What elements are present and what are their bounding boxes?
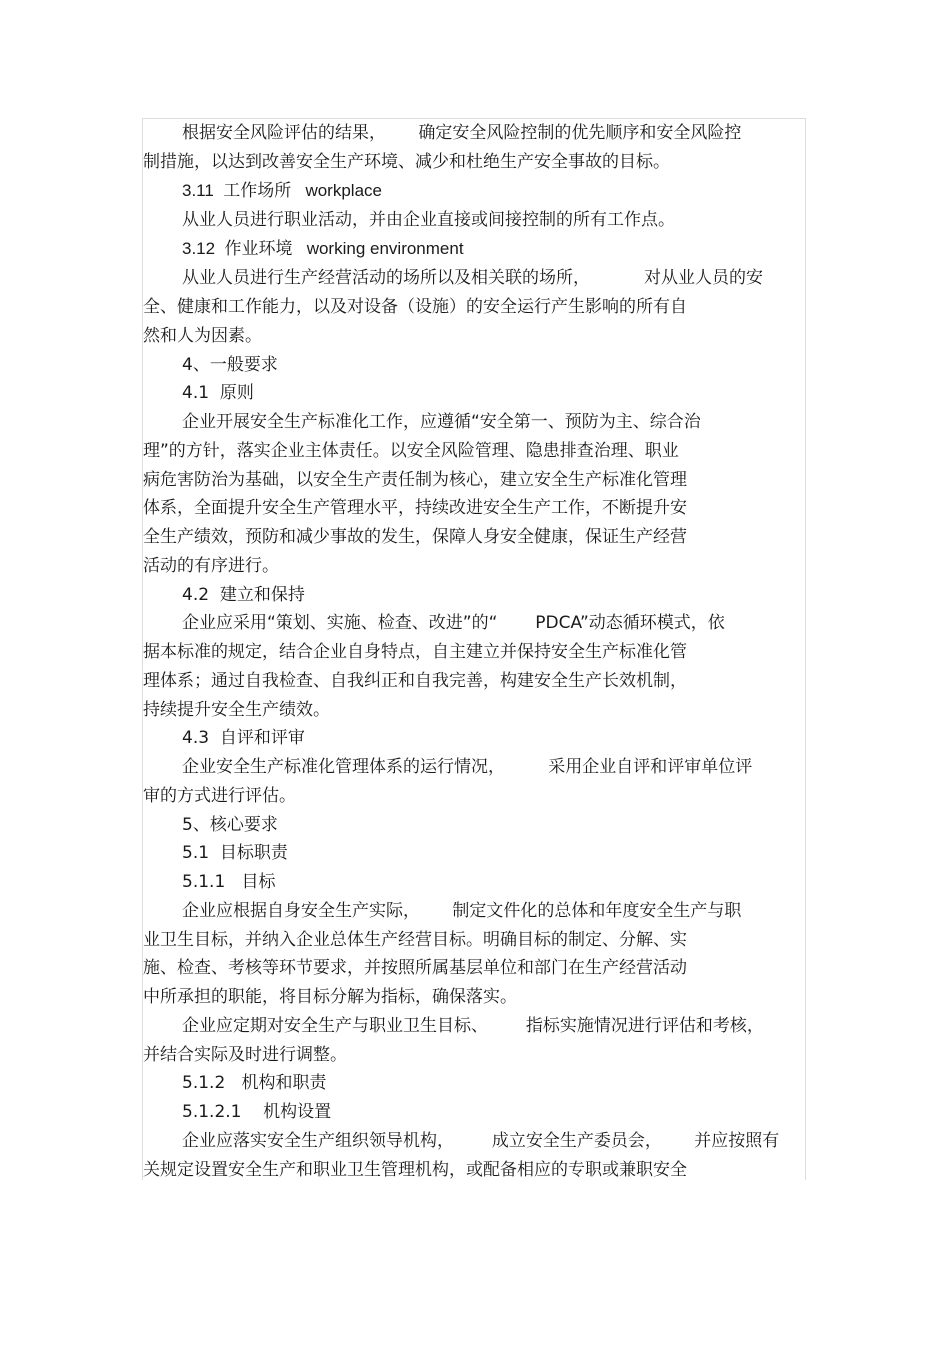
paragraph-line: 病危害防治为基础，以安全生产责任制为核心，建立安全生产标准化管理 (143, 470, 687, 490)
paragraph-line: 施、检查、考核等环节要求，并按照所属基层单位和部门在生产经营活动 (143, 958, 687, 978)
section-heading: 3.12 作业环境 working environment (182, 239, 464, 258)
paragraph-line: 企业应根据自身安全生产实际， 制定文件化的总体和年度安全生产与职 (182, 901, 742, 921)
paragraph-line: 业卫生目标，并纳入企业总体生产经营目标。明确目标的制定、分解、实 (143, 930, 687, 950)
section-heading: 5.1 目标职责 (182, 843, 288, 863)
section-heading: 4.3 自评和评审 (182, 728, 305, 748)
section-heading: 3.11 工作场所 workplace (182, 181, 382, 200)
section-heading: 5.1.1 目标 (182, 872, 276, 892)
paragraph-line: 并结合实际及时进行调整。 (143, 1045, 347, 1065)
paragraph-line: 从业人员进行生产经营活动的场所以及相关联的场所， 对从业人员的安 (182, 268, 764, 288)
paragraph-line: 理体系；通过自我检查、自我纠正和自我完善，构建安全生产长效机制， (143, 671, 687, 691)
section-heading: 4、一般要求 (182, 355, 278, 375)
paragraph-line: 然和人为因素。 (143, 326, 262, 346)
paragraph-line: 企业应采用“策划、实施、检查、改进”的“ PDCA”动态循环模式，依 (182, 613, 725, 633)
paragraph-line: 全、健康和工作能力，以及对设备（设施）的安全运行产生影响的所有自 (143, 297, 687, 317)
paragraph-line: 据本标准的规定，结合企业自身特点，自主建立并保持安全生产标准化管 (143, 642, 687, 662)
paragraph-line: 体系，全面提升安全生产管理水平，持续改进安全生产工作，不断提升安 (143, 498, 687, 518)
section-heading: 5、核心要求 (182, 815, 278, 835)
paragraph-line: 中所承担的职能，将目标分解为指标，确保落实。 (143, 987, 517, 1007)
paragraph-line: 企业应落实安全生产组织领导机构， 成立安全生产委员会， 并应按照有 (182, 1131, 780, 1151)
paragraph-line: 制措施，以达到改善安全生产环境、减少和杜绝生产安全事故的目标。 (143, 152, 670, 172)
paragraph-line: 关规定设置安全生产和职业卫生管理机构，或配备相应的专职或兼职安全 (143, 1160, 687, 1180)
paragraph-line: 理”的方针，落实企业主体责任。以安全风险管理、隐患排查治理、职业 (143, 441, 679, 461)
paragraph-line: 从业人员进行职业活动，并由企业直接或间接控制的所有工作点。 (182, 210, 675, 230)
paragraph-line: 全生产绩效，预防和减少事故的发生，保障人身安全健康，保证生产经营 (143, 527, 687, 547)
paragraph-line: 持续提升安全生产绩效。 (143, 700, 330, 720)
paragraph-line: 企业安全生产标准化管理体系的运行情况， 采用企业自评和评审单位评 (182, 757, 753, 777)
paragraph-line: 企业开展安全生产标准化工作，应遵循“安全第一、预防为主、综合治 (182, 412, 701, 432)
paragraph-line: 根据安全风险评估的结果， 确定安全风险控制的优先顺序和安全风险控 (182, 123, 742, 143)
section-heading: 4.2 建立和保持 (182, 585, 305, 605)
paragraph-line: 活动的有序进行。 (143, 556, 279, 576)
section-heading: 5.1.2.1 机构设置 (182, 1102, 332, 1122)
section-heading: 4.1 原则 (182, 383, 254, 403)
section-heading: 5.1.2 机构和职责 (182, 1073, 327, 1093)
paragraph-line: 企业应定期对安全生产与职业卫生目标、 指标实施情况进行评估和考核， (182, 1016, 764, 1036)
paragraph-line: 审的方式进行评估。 (143, 786, 296, 806)
